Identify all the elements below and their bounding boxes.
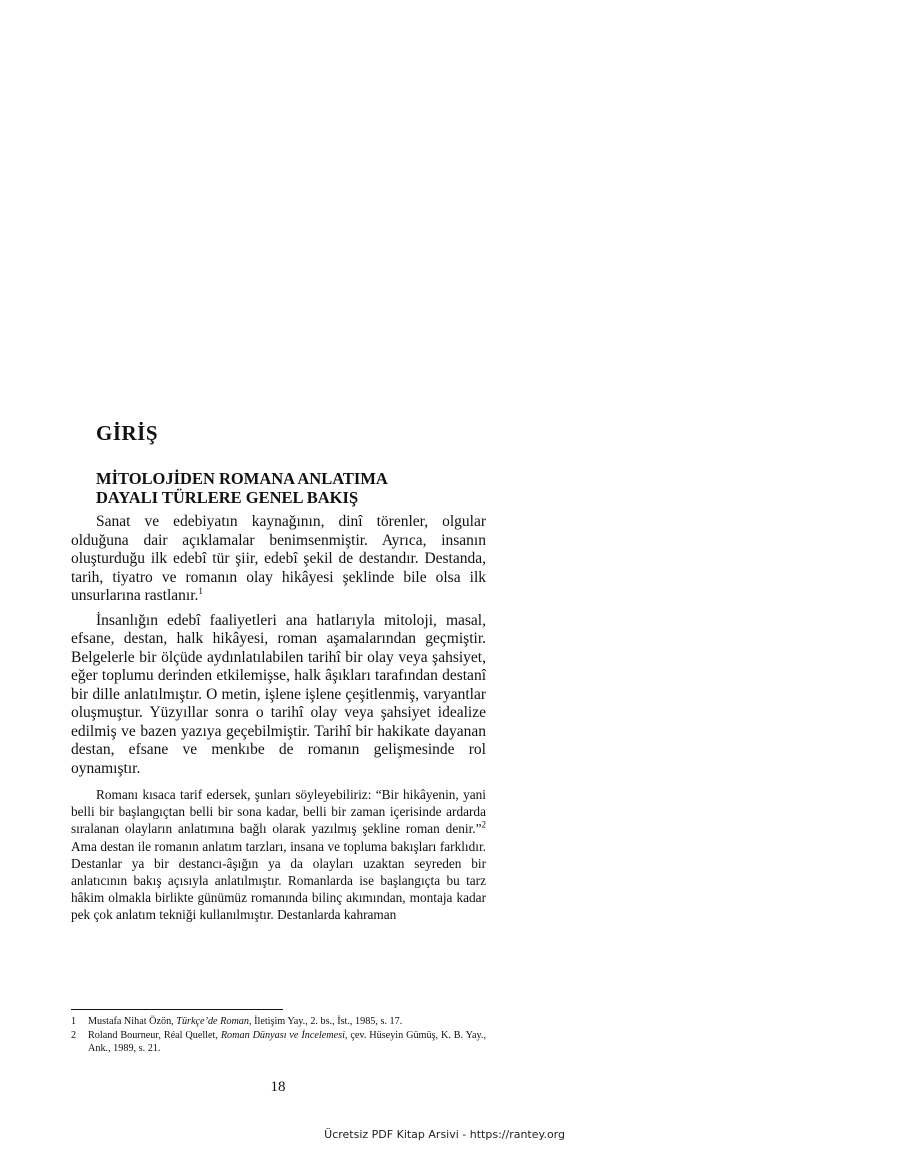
chapter-title: GİRİŞ [96,421,159,445]
section-title-line-2: DAYALI TÜRLERE GENEL BAKIŞ [96,488,359,507]
footnote-book-title: Roman Dünyası ve İncelemesi [220,1029,345,1041]
page-number: 18 [270,1079,286,1095]
footnote-ref-1: 1 [198,585,203,596]
footnote-2 [71,1029,486,1056]
footnote-text: Mustafa Nihat Özön, [88,1016,177,1027]
paragraph-3-text-start: Romanı kısaca tarif edersek, şunları söyleyebiliriz: “Bir hikâyenin, yani belli bir başlangıçtan belli bir sona kadar, belli bir zaman içerisinde ardarda sıralanan olayların anlatımına bağlı olarak yazılmış şekline roman denir.” [71,787,486,837]
paragraph-2-text: İnsanlığın edebî faaliyetleri ana hatlarıyla mitoloji, masal, efsane, destan, halk hikâyesi, roman aşamalarından geçmiştir. Belgelerle bir ölçüde aydınlatılabilen tarihî bir olay veya şahsiyet, eğer toplumu derinden etkilemişse, halk âşıkları tarafından destanî bir dille anlatılmıştır. O metin, işlene işlene çeşitlenmiş, varyantlar oluşmuştur. Yüzyıllar sonra o tarihî olay veya şahsiyet idealize edilmiş ve bazen yazıya geçebilmiştir. Tarihî bir hakikate dayanan destan, efsane ve menkıbe de romanın gelişmesinde rol oynamıştır. [71,611,486,777]
paragraph-1 [71,513,486,606]
section-title [96,469,496,507]
footnote-book-title: Türkçe’de Roman [176,1016,249,1027]
body-text [71,513,486,924]
footnote-number: 1 [71,1016,77,1027]
footnote-divider [71,1009,283,1010]
footnote-text: Roland Bourneur, Réal Quellet, [88,1029,221,1041]
watermark: Ücretsiz PDF Kitap Arsivi - https://rantey.org [324,1128,565,1141]
footnote-text: , İletişim Yay., 2. bs., İst., 1985, s. 17. [249,1016,403,1027]
paragraph-2 [71,612,486,779]
section-title-line-1: MİTOLOJİDEN ROMANA ANLATIMA [96,469,388,488]
paragraph-1-text: Sanat ve edebiyatın kaynağının, dinî törenler, olgular olduğuna dair açıklamalar benimsenmiştir. Ayrıca, insanın oluşturduğu ilk edebî tür şiir, edebî şekil de destandır. Destanda, tarih, tiyatro ve romanın olay hikâyesi şeklinde bile olsa ilk unsurlarına rastlanır. [71,513,486,604]
footnote-ref-2: 2 [481,819,486,830]
paragraph-3-text-end: Ama destan ile romanın anlatım tarzları, insana ve topluma bakışları farklıdır. Destanlar ya bir destancı-âşığın ya da olayları uzaktan seyreden bir anlatıcının bakış açısıyla anlatılmıştır. Romanlarda ise başlangıçta bu tarz hâkim olmakla birlikte günümüz romanında bilinç akımından, montaja kadar pek çok anlatım tekniği kullanılmıştır. Destanlarda kahraman [71,838,486,923]
paragraph-3 [71,786,486,924]
footnote-text: , çev. Hüseyin Gümüş, K. B. Yay., Ank., 1989, s. 21. [88,1029,486,1054]
footnote-1 [71,1015,486,1029]
footnotes [71,1015,486,1056]
footnote-number: 2 [71,1029,77,1041]
